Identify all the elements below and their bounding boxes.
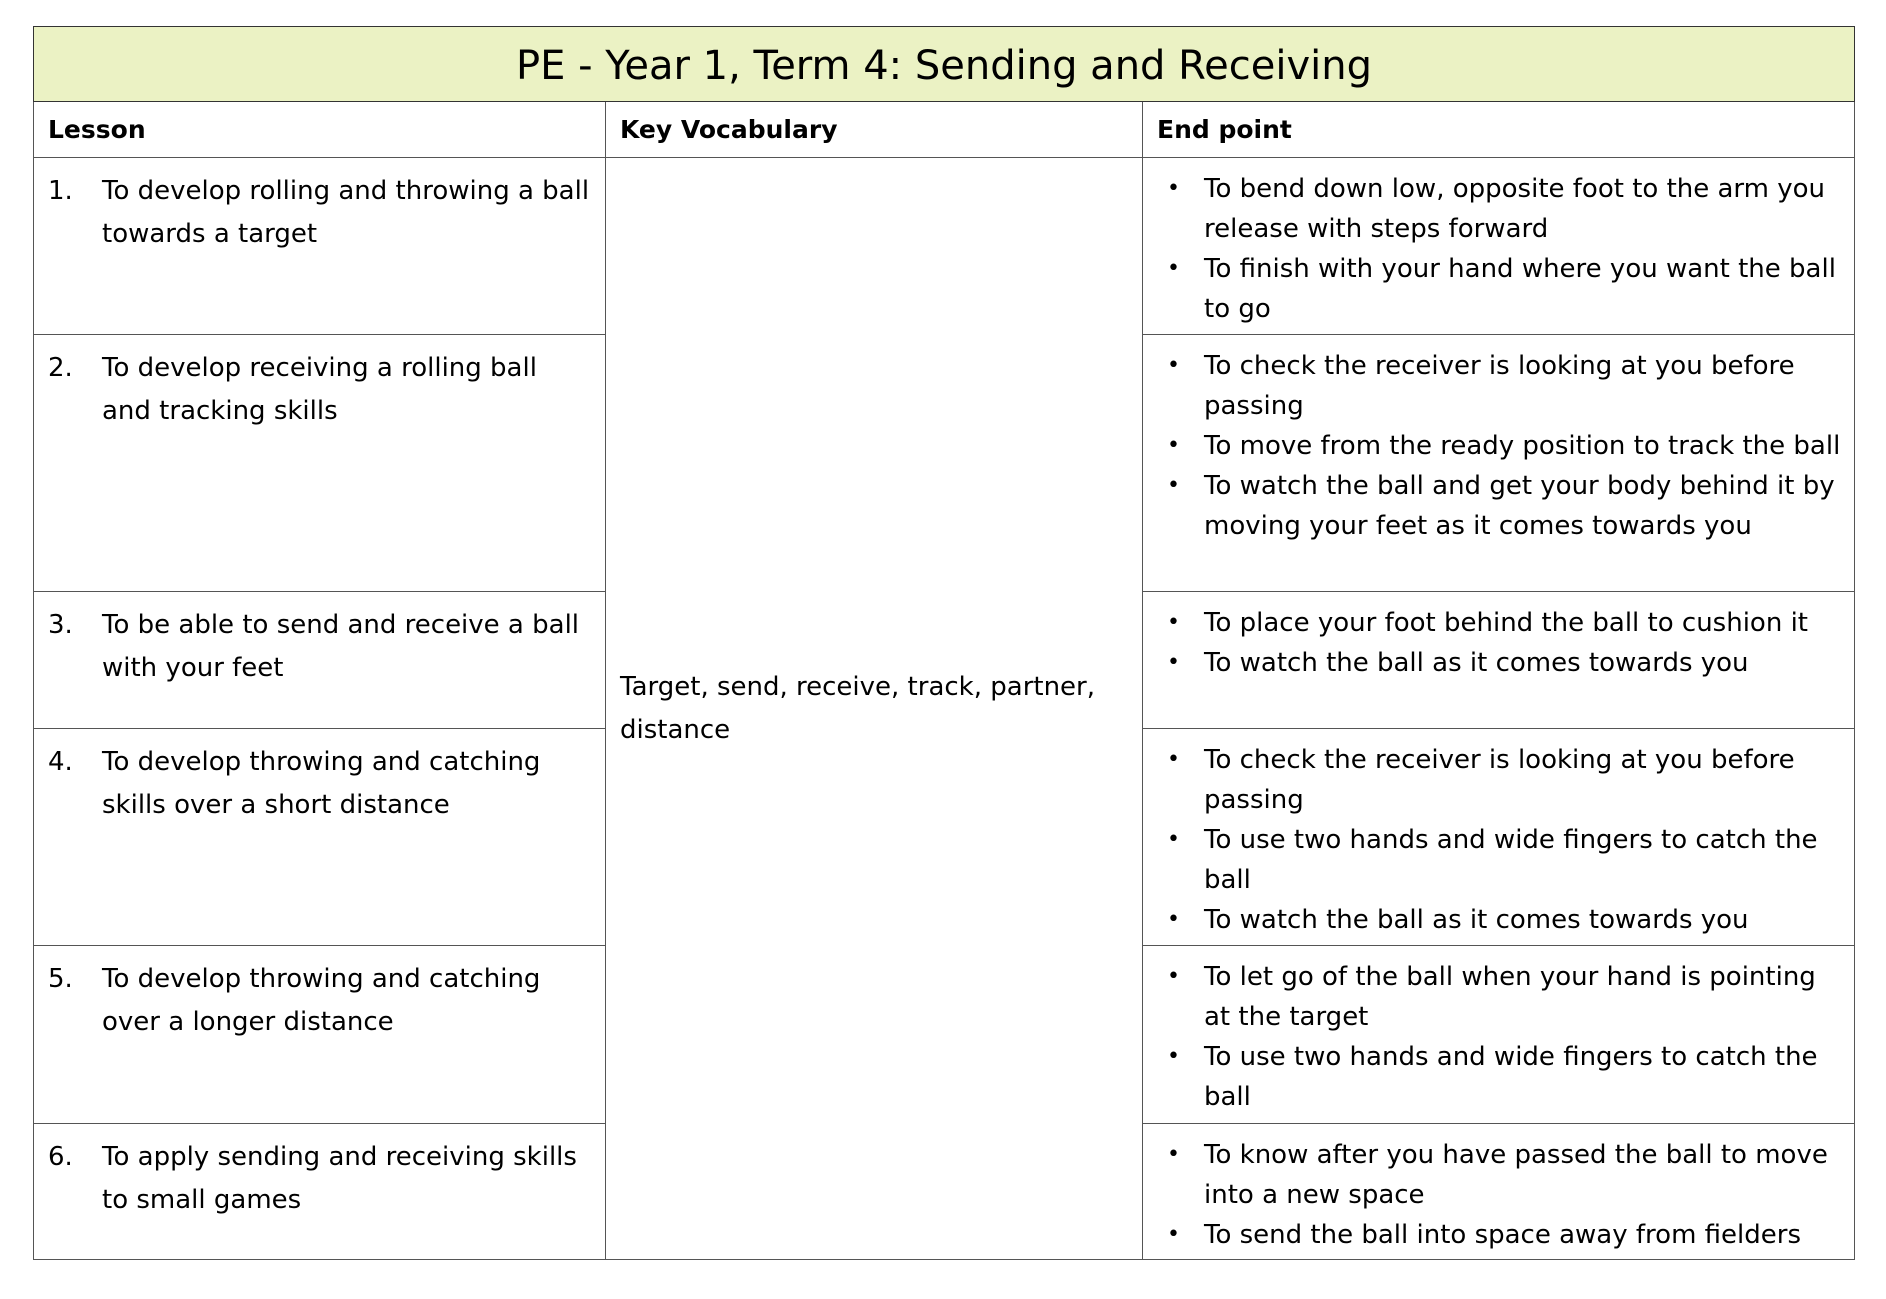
bullet-icon: •: [1167, 1044, 1180, 1069]
table-row: [34, 158, 1855, 335]
lesson-cell: [34, 1124, 606, 1260]
bullet-icon: •: [1167, 650, 1180, 675]
key-vocabulary-text: Target, send, receive, track, partner, distance: [620, 671, 1096, 745]
end-point-item: • To watch the ball as it comes towards you: [1157, 643, 1844, 683]
bullet-icon: •: [1167, 176, 1180, 201]
lesson-text: To develop throwing and catching skills over a short distance: [102, 747, 541, 820]
lesson-number: 4.: [48, 747, 73, 777]
end-point-item: • To finish with your hand where you want the ball to go: [1157, 249, 1844, 329]
bullet-icon: •: [1167, 1142, 1180, 1167]
column-header-lesson: Lesson: [34, 102, 606, 158]
lesson-number: 2.: [48, 353, 73, 383]
bullet-icon: •: [1167, 747, 1180, 772]
lesson-plan-table: [33, 26, 1855, 1260]
lesson-number: 1.: [48, 176, 73, 206]
end-point-item: • To watch the ball as it comes towards you: [1157, 900, 1844, 940]
bullet-icon: •: [1167, 473, 1180, 498]
end-point-item: • To place your foot behind the ball to cushion it: [1157, 603, 1844, 643]
lesson-text: To apply sending and receiving skills to small games: [102, 1142, 577, 1215]
end-point-cell: [1143, 158, 1855, 335]
end-point-cell: [1143, 946, 1855, 1124]
lesson-text: To develop receiving a rolling ball and tracking skills: [102, 353, 537, 426]
bullet-icon: •: [1167, 964, 1180, 989]
lesson-cell: [34, 335, 606, 592]
bullet-icon: •: [1167, 827, 1180, 852]
key-vocabulary-cell: [606, 158, 1143, 1260]
document-title: [34, 27, 1855, 102]
lesson-cell: [34, 729, 606, 946]
end-point-item: • To use two hands and wide fingers to catch the ball: [1157, 820, 1844, 900]
end-point-cell: [1143, 729, 1855, 946]
lesson-text: To develop rolling and throwing a ball towards a target: [102, 176, 590, 249]
end-point-item: • To check the receiver is looking at you before passing: [1157, 740, 1844, 820]
end-point-item: • To move from the ready position to track the ball: [1157, 426, 1844, 466]
end-point-cell: [1143, 592, 1855, 729]
end-point-cell: [1143, 335, 1855, 592]
end-point-cell: [1143, 1124, 1855, 1260]
bullet-icon: •: [1167, 610, 1180, 635]
lesson-cell: [34, 592, 606, 729]
lesson-text: To be able to send and receive a ball with your feet: [102, 610, 580, 683]
column-header-key-vocabulary: Key Vocabulary: [606, 102, 1143, 158]
lesson-number: 3.: [48, 610, 73, 640]
bullet-icon: •: [1167, 1222, 1180, 1247]
bullet-icon: •: [1167, 256, 1180, 281]
column-header-end-point: End point: [1143, 102, 1855, 158]
end-point-item: • To let go of the ball when your hand is pointing at the target: [1157, 957, 1844, 1037]
lesson-cell: [34, 946, 606, 1124]
end-point-item: • To use two hands and wide fingers to catch the ball: [1157, 1037, 1844, 1117]
bullet-icon: •: [1167, 433, 1180, 458]
bullet-icon: •: [1167, 353, 1180, 378]
end-point-item: • To watch the ball and get your body behind it by moving your feet as it comes towards you: [1157, 466, 1844, 546]
lesson-number: 5.: [48, 964, 73, 994]
end-point-item: • To bend down low, opposite foot to the arm you release with steps forward: [1157, 169, 1844, 249]
document-title-text: PE - Year 1, Term 4: Sending and Receiving: [516, 43, 1372, 89]
bullet-icon: •: [1167, 907, 1180, 932]
end-point-item: • To know after you have passed the ball to move into a new space: [1157, 1135, 1844, 1215]
lesson-text: To develop throwing and catching over a longer distance: [102, 964, 541, 1037]
lesson-cell: [34, 158, 606, 335]
end-point-item: • To send the ball into space away from fielders: [1157, 1215, 1844, 1255]
end-point-item: • To check the receiver is looking at you before passing: [1157, 346, 1844, 426]
lesson-number: 6.: [48, 1142, 73, 1172]
